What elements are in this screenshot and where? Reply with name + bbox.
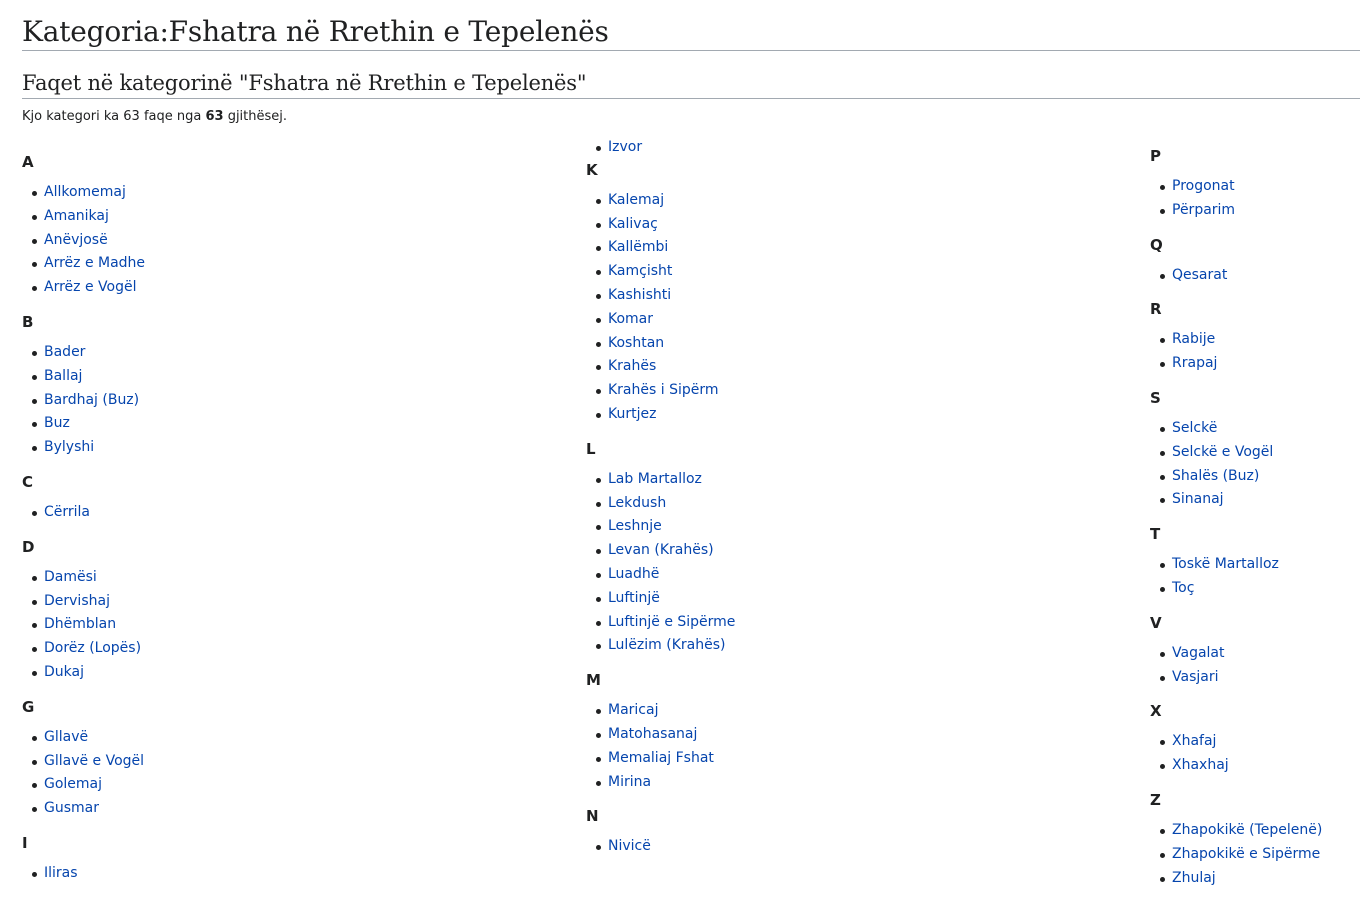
page-link-dhemblan[interactable]: Dhëmblan bbox=[44, 616, 117, 633]
list-item bbox=[1150, 352, 1360, 376]
list-item bbox=[586, 587, 1106, 611]
page-list bbox=[586, 189, 1106, 427]
page-link-koshtan[interactable]: Koshtan bbox=[608, 334, 665, 351]
list-item bbox=[586, 260, 1106, 284]
list-item bbox=[22, 436, 542, 460]
letter-group-m bbox=[586, 670, 1106, 794]
page-list bbox=[22, 726, 542, 821]
letter-group-v bbox=[1150, 613, 1360, 690]
page-link-maricaj[interactable]: Maricaj bbox=[608, 702, 659, 719]
page-link-matohasanaj[interactable]: Matohasanaj bbox=[608, 725, 698, 742]
page-link-sinanaj[interactable]: Sinanaj bbox=[1172, 491, 1224, 508]
list-item bbox=[1150, 488, 1360, 512]
list-item bbox=[22, 661, 542, 685]
category-column-1 bbox=[22, 152, 542, 898]
list-item bbox=[1150, 465, 1360, 489]
group-letter-heading: X bbox=[1150, 702, 1162, 721]
group-letter-heading: N bbox=[586, 807, 599, 826]
page-link-luftinje-e-siperme[interactable]: Luftinjë e Sipërme bbox=[608, 613, 736, 630]
page-link-shales-buz[interactable]: Shalës (Buz) bbox=[1172, 467, 1260, 484]
page-link-buz[interactable]: Buz bbox=[44, 415, 70, 432]
list-item bbox=[22, 590, 542, 614]
list-item bbox=[1150, 819, 1360, 843]
list-item bbox=[586, 634, 1106, 658]
group-letter-heading: T bbox=[1150, 525, 1161, 544]
group-letter-heading: Q bbox=[1150, 235, 1163, 254]
page-link-xhaxhaj[interactable]: Xhaxhaj bbox=[1172, 757, 1229, 774]
page-list bbox=[22, 566, 542, 685]
page-link-progonat[interactable]: Progonat bbox=[1172, 178, 1235, 194]
list-item bbox=[586, 403, 1106, 427]
page-list bbox=[1150, 642, 1360, 690]
summary-suffix: gjithësej. bbox=[223, 109, 288, 124]
page-link-toc[interactable]: Toç bbox=[1172, 579, 1195, 596]
list-item bbox=[22, 797, 542, 821]
group-letter-heading: Z bbox=[1150, 790, 1161, 809]
page-link-kurtjez[interactable]: Kurtjez bbox=[608, 405, 657, 422]
page-link-luftinje[interactable]: Luftinjë bbox=[608, 589, 660, 606]
group-letter-heading: S bbox=[1150, 388, 1161, 407]
page-link-cerrila[interactable]: Cërrila bbox=[44, 503, 91, 520]
letter-group-n bbox=[586, 806, 1106, 859]
page-link-komar[interactable]: Komar bbox=[608, 310, 654, 327]
page-link-rabije[interactable]: Rabije bbox=[1172, 331, 1216, 348]
letter-group-x bbox=[1150, 701, 1360, 778]
list-item bbox=[22, 341, 542, 365]
page-link-allkomemaj[interactable]: Allkomemaj bbox=[44, 184, 126, 200]
list-item bbox=[586, 723, 1106, 747]
page-link-gllave-e-vogel[interactable]: Gllavë e Vogël bbox=[44, 752, 145, 769]
category-column-3 bbox=[1150, 146, 1360, 902]
page-list bbox=[1150, 553, 1360, 601]
page-link-leshnje[interactable]: Leshnje bbox=[608, 518, 662, 535]
list-item bbox=[22, 613, 542, 637]
page-link-lekdush[interactable]: Lekdush bbox=[608, 494, 667, 511]
page-list bbox=[586, 835, 1106, 859]
page-link-gusmar[interactable]: Gusmar bbox=[44, 800, 99, 817]
list-item bbox=[22, 276, 542, 300]
page-link-kallembi[interactable]: Kallëmbi bbox=[608, 239, 669, 256]
list-item bbox=[586, 611, 1106, 635]
page-list bbox=[1150, 264, 1360, 288]
letter-group-b bbox=[22, 312, 542, 460]
letter-group-d bbox=[22, 537, 542, 685]
list-item bbox=[1150, 553, 1360, 577]
letter-group-s bbox=[1150, 388, 1360, 512]
page-link-dorez-lopes[interactable]: Dorëz (Lopës) bbox=[44, 640, 142, 657]
page-link-bader[interactable]: Bader bbox=[44, 343, 86, 360]
page-link-memaliaj-fshat[interactable]: Memaliaj Fshat bbox=[608, 749, 714, 766]
page-link-nivice[interactable]: Nivicë bbox=[608, 838, 651, 855]
page-list bbox=[1150, 730, 1360, 778]
list-item bbox=[22, 229, 542, 253]
page-link-zhapokike-e-siperme[interactable]: Zhapokikë e Sipërme bbox=[1172, 845, 1321, 862]
letter-group-i bbox=[22, 833, 542, 886]
page-link-anevjose[interactable]: Anëvjosë bbox=[44, 231, 108, 248]
page-link-kalivac[interactable]: Kalivaç bbox=[608, 215, 658, 232]
list-item bbox=[586, 213, 1106, 237]
page-link-levan-krahes[interactable]: Levan (Krahës) bbox=[608, 542, 714, 559]
page-list bbox=[22, 181, 542, 300]
page-list bbox=[1150, 819, 1360, 890]
group-letter-heading: K bbox=[586, 160, 598, 179]
list-item bbox=[1150, 666, 1360, 690]
list-item bbox=[586, 236, 1106, 260]
list-item bbox=[586, 284, 1106, 308]
list-item bbox=[1150, 843, 1360, 867]
page-link-selcke-e-vogel[interactable]: Selckë e Vogël bbox=[1172, 443, 1274, 460]
category-column-2 bbox=[586, 136, 1106, 871]
page-link-kalemaj[interactable]: Kalemaj bbox=[608, 191, 665, 208]
list-item bbox=[22, 181, 542, 205]
group-letter-heading: C bbox=[22, 472, 34, 491]
list-item bbox=[1150, 199, 1360, 223]
page-link-luadhe[interactable]: Luadhë bbox=[608, 565, 660, 582]
list-item bbox=[586, 563, 1106, 587]
page-link-zhapokike-tepelene[interactable]: Zhapokikë (Tepelenë) bbox=[1172, 821, 1323, 838]
list-item bbox=[1150, 328, 1360, 352]
list-item bbox=[586, 747, 1106, 771]
page-link-dukaj[interactable]: Dukaj bbox=[44, 663, 84, 680]
list-item bbox=[586, 332, 1106, 356]
page-link-zhulaj[interactable]: Zhulaj bbox=[1172, 869, 1216, 886]
list-item bbox=[586, 355, 1106, 379]
page-list bbox=[1150, 328, 1360, 376]
list-item bbox=[1150, 730, 1360, 754]
list-item bbox=[586, 136, 1106, 160]
group-letter-heading: A bbox=[22, 153, 34, 171]
list-item bbox=[1150, 175, 1360, 199]
page-link-bardhaj-buz[interactable]: Bardhaj (Buz) bbox=[44, 391, 140, 408]
page-link-golemaj[interactable]: Golemaj bbox=[44, 776, 103, 793]
list-item bbox=[22, 566, 542, 590]
page-list bbox=[586, 468, 1106, 658]
list-item bbox=[586, 699, 1106, 723]
list-item bbox=[22, 726, 542, 750]
letter-group-c bbox=[22, 472, 542, 525]
summary-prefix: Kjo kategori ka 63 faqe nga bbox=[22, 109, 206, 124]
group-letter-heading: V bbox=[1150, 613, 1162, 632]
page-link-lulezim-krahes[interactable]: Lulëzim (Krahës) bbox=[608, 637, 726, 654]
group-letter-heading: P bbox=[1150, 147, 1161, 165]
list-item bbox=[586, 539, 1106, 563]
letter-group-t bbox=[1150, 524, 1360, 601]
letter-group-l bbox=[586, 439, 1106, 658]
group-letter-heading: M bbox=[586, 671, 601, 690]
page-link-izvor[interactable]: Izvor bbox=[608, 139, 643, 155]
summary-total: 63 bbox=[205, 109, 224, 124]
page-title: Kategoria:Fshatra në Rrethin e Tepelenës bbox=[22, 14, 1360, 51]
letter-group-r bbox=[1150, 299, 1360, 376]
list-item bbox=[1150, 577, 1360, 601]
list-item bbox=[1150, 441, 1360, 465]
list-item bbox=[22, 365, 542, 389]
category-summary bbox=[22, 107, 287, 127]
list-item bbox=[586, 835, 1106, 859]
letter-group-q bbox=[1150, 235, 1360, 288]
group-letter-heading: G bbox=[22, 697, 35, 716]
group-letter-heading: L bbox=[586, 439, 596, 458]
list-item bbox=[586, 189, 1106, 213]
letter-group-k bbox=[586, 160, 1106, 427]
list-item bbox=[1150, 754, 1360, 778]
list-item bbox=[1150, 417, 1360, 441]
letter-group-g bbox=[22, 697, 542, 821]
letter-group-a bbox=[22, 152, 542, 300]
page-list bbox=[1150, 175, 1360, 223]
list-item bbox=[22, 412, 542, 436]
group-letter-heading: B bbox=[22, 312, 34, 331]
group-letter-heading: I bbox=[22, 833, 28, 852]
list-item bbox=[22, 773, 542, 797]
page-link-iliras[interactable]: Iliras bbox=[44, 864, 78, 881]
page-link-kashishti[interactable]: Kashishti bbox=[608, 286, 672, 303]
list-item bbox=[586, 468, 1106, 492]
page-list bbox=[586, 699, 1106, 794]
section-heading: Faqet në kategorinë "Fshatra në Rrethin e Tepelenës" bbox=[22, 68, 1360, 99]
page-link-bylyshi[interactable]: Bylyshi bbox=[44, 439, 95, 456]
page-link-perparim[interactable]: Përparim bbox=[1172, 201, 1236, 218]
page-link-mirina[interactable]: Mirina bbox=[608, 773, 652, 790]
page-link-krahes[interactable]: Krahës bbox=[608, 358, 657, 375]
page-link-gllave[interactable]: Gllavë bbox=[44, 728, 89, 745]
page-link-krahes-i-siperm[interactable]: Krahës i Sipërm bbox=[608, 382, 719, 399]
group-letter-heading: R bbox=[1150, 300, 1162, 319]
page-list bbox=[22, 341, 542, 460]
page-list bbox=[22, 501, 542, 525]
page-link-selcke[interactable]: Selckë bbox=[1172, 419, 1218, 436]
page-list bbox=[1150, 417, 1360, 512]
list-item bbox=[22, 750, 542, 774]
list-item bbox=[22, 637, 542, 661]
list-item bbox=[1150, 264, 1360, 288]
list-item bbox=[586, 515, 1106, 539]
list-item bbox=[22, 205, 542, 229]
page-link-lab-martalloz[interactable]: Lab Martalloz bbox=[608, 470, 702, 487]
letter-group-z bbox=[1150, 790, 1360, 890]
list-item bbox=[22, 501, 542, 525]
page-link-kamcisht[interactable]: Kamçisht bbox=[608, 263, 673, 280]
page-list bbox=[22, 862, 542, 886]
page-link-arrez-e-vogel[interactable]: Arrëz e Vogël bbox=[44, 279, 137, 296]
page-link-rrapaj[interactable]: Rrapaj bbox=[1172, 355, 1218, 372]
list-item bbox=[22, 862, 542, 886]
page-link-arrez-e-madhe[interactable]: Arrëz e Madhe bbox=[44, 255, 146, 272]
list-item bbox=[586, 308, 1106, 332]
list-item bbox=[586, 771, 1106, 795]
list-item bbox=[586, 492, 1106, 516]
list-item bbox=[1150, 642, 1360, 666]
page-link-toske-martalloz[interactable]: Toskë Martalloz bbox=[1172, 556, 1279, 573]
page-link-amanikaj[interactable]: Amanikaj bbox=[44, 207, 109, 224]
group-letter-heading: D bbox=[22, 537, 35, 556]
page-link-qesarat[interactable]: Qesarat bbox=[1172, 266, 1228, 283]
list-item bbox=[22, 389, 542, 413]
letter-group-p bbox=[1150, 146, 1360, 223]
page-link-vasjari[interactable]: Vasjari bbox=[1172, 668, 1219, 685]
list-item bbox=[22, 252, 542, 276]
page-link-ballaj[interactable]: Ballaj bbox=[44, 367, 83, 384]
page-link-damesi[interactable]: Damësi bbox=[44, 568, 97, 585]
list-item bbox=[586, 379, 1106, 403]
page-link-vagalat[interactable]: Vagalat bbox=[1172, 644, 1225, 661]
page-link-xhafaj[interactable]: Xhafaj bbox=[1172, 733, 1217, 750]
list-item bbox=[1150, 867, 1360, 891]
continued-list bbox=[586, 136, 1106, 160]
page-link-dervishaj[interactable]: Dervishaj bbox=[44, 592, 110, 609]
